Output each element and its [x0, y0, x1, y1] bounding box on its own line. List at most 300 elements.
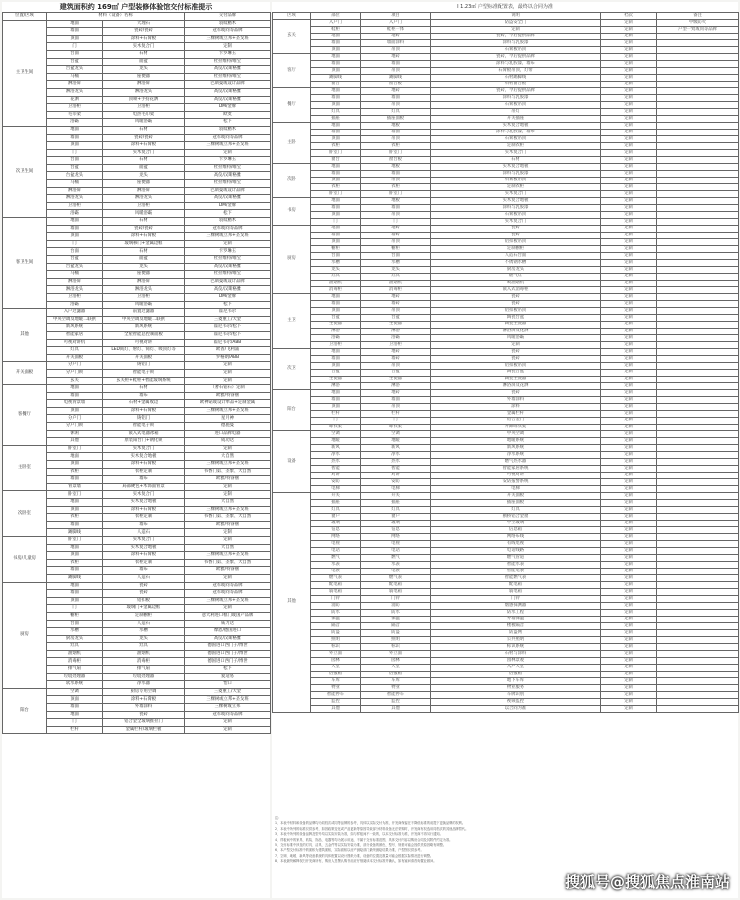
- right-cell: 定制: [601, 541, 657, 548]
- left-cell: 三棵树或立邦+圣戈班: [185, 552, 271, 560]
- left-cell: 座便器: [103, 180, 185, 188]
- right-cell: 以合同为准: [431, 705, 601, 712]
- right-cell: 陶瓷坐便器: [431, 321, 601, 328]
- header-grade: 档次: [601, 13, 657, 20]
- right-cell: 定制: [601, 273, 657, 280]
- left-cell: 墙面: [47, 590, 103, 598]
- right-table-row: [273, 554, 739, 561]
- left-cell: 卫浴柜: [103, 202, 185, 210]
- right-cell: [657, 54, 739, 61]
- right-cell: 智能: [361, 465, 431, 472]
- left-cell: 大理石: [103, 20, 185, 28]
- right-cell: 晾衣架: [361, 424, 431, 431]
- right-table-row: [273, 47, 739, 54]
- right-cell: 窗台: [311, 157, 361, 164]
- right-table-row: [273, 232, 739, 239]
- right-cell: [657, 637, 739, 644]
- left-cell: 定制: [185, 362, 271, 370]
- left-cell: 杜拉维特/唯宝: [185, 256, 271, 264]
- right-table-row: [273, 527, 739, 534]
- right-cell: 瓷砖，今后提供品牌: [431, 33, 601, 40]
- left-cell: 台盆: [47, 256, 103, 264]
- right-cell: [657, 383, 739, 390]
- right-cell: 墙面: [361, 170, 431, 177]
- left-cell: 卫浴柜: [103, 104, 185, 112]
- right-cell: 燃气灶: [431, 273, 601, 280]
- left-cell: 软水系统: [47, 681, 103, 689]
- left-cell: 顶面: [47, 142, 103, 150]
- right-cell: 顶面: [311, 362, 361, 369]
- right-table-row: [273, 575, 739, 582]
- left-cell: 门: [47, 240, 103, 248]
- right-cell: 热水: [311, 458, 361, 465]
- right-cell: 涂料与乳胶漆: [431, 95, 601, 102]
- left-cell: 衣柜定制: [103, 468, 185, 476]
- right-cell: 监控: [311, 698, 361, 705]
- right-cell: [657, 150, 739, 157]
- right-cell: 保温: [361, 616, 431, 623]
- left-cell: 石材: [103, 50, 185, 58]
- right-cell: [657, 575, 739, 582]
- right-cell: 定制: [601, 335, 657, 342]
- right-cell: 配电箱: [431, 582, 601, 589]
- right-cell: [657, 301, 739, 308]
- right-table-row: [273, 150, 739, 157]
- right-cell: 顶面: [311, 403, 361, 410]
- right-cell: 物业服务: [431, 685, 601, 692]
- right-cell: 地暖系统: [431, 438, 601, 445]
- left-cell: 橱柜: [47, 612, 103, 620]
- right-table-row: [273, 541, 739, 548]
- left-cell: 定制: [185, 536, 271, 544]
- left-cell: 高仪/汉斯格雅: [185, 172, 271, 180]
- right-cell: 墙砖: [361, 232, 431, 239]
- right-cell: 防盗: [311, 630, 361, 637]
- right-cell: 监控: [361, 698, 431, 705]
- right-cell: [657, 376, 739, 383]
- left-cell: 顶面: [47, 696, 103, 704]
- right-cell: 定制: [601, 554, 657, 561]
- right-cell: 对讲: [361, 472, 431, 479]
- right-cell: [657, 342, 739, 349]
- right-cell: 卧室门: [361, 191, 431, 198]
- left-cell: 外墙涂料: [103, 704, 185, 712]
- right-cell: 车库: [361, 678, 431, 685]
- right-cell: 大堂: [361, 664, 431, 671]
- right-cell: 电话: [311, 548, 361, 555]
- left-cell: 德国进口西门子/博世: [185, 658, 271, 666]
- right-cell: 定制: [601, 383, 657, 390]
- right-cell: [657, 568, 739, 575]
- right-cell: 外立面: [311, 650, 361, 657]
- left-cell: 台面: [47, 50, 103, 58]
- right-cell: 铝扣板吊顶: [431, 239, 601, 246]
- left-cell: 淋浴屏: [103, 187, 185, 195]
- left-cell: 欧雅/特睿丽: [185, 476, 271, 484]
- right-cell: 瓷砖: [431, 225, 601, 232]
- right-spec-sheet: [272, 2, 738, 898]
- left-cell: 新风系统: [103, 324, 185, 332]
- left-cell: 休闲: [47, 430, 103, 438]
- right-cell: 定制: [601, 26, 657, 33]
- left-table-row: [3, 536, 271, 544]
- note-line: 2、本表中所列的标准仅供参考，如因政策变化或产品更新等原因导致部分材料设备无法采购时，开发商有权选用同档次的其他品牌替代。: [275, 826, 469, 831]
- header-brand: 交付品牌: [185, 13, 271, 21]
- right-cell: 园林: [311, 657, 361, 664]
- right-cell: 水表: [361, 561, 431, 568]
- left-cell: 淋浴龙头: [103, 286, 185, 294]
- right-cell: 地暖: [311, 438, 361, 445]
- right-cell: 定制: [601, 685, 657, 692]
- left-cell: 厨房专用空调: [103, 688, 185, 696]
- left-cell: 实木复合门: [103, 445, 185, 453]
- right-cell: 其他: [311, 705, 361, 712]
- right-cell: 瓷砖: [431, 390, 601, 397]
- right-cell: 定制: [601, 520, 657, 527]
- left-cell: 顶面: [47, 233, 103, 241]
- right-cell: 地面: [311, 54, 361, 61]
- right-cell: 石膏板吊顶: [431, 47, 601, 54]
- left-cell: 铸铝门: [103, 362, 185, 370]
- right-cell: [657, 513, 739, 520]
- right-cell: [657, 479, 739, 486]
- right-cell: 隔音: [361, 623, 431, 630]
- right-cell: [657, 465, 739, 472]
- left-cell: 松下: [185, 119, 271, 127]
- right-cell: 车库: [311, 678, 361, 685]
- right-cell: 定制: [601, 644, 657, 651]
- left-cell: 实木复合门: [103, 491, 185, 499]
- left-cell: 踢脚线: [47, 574, 103, 582]
- left-cell: 门: [47, 719, 103, 727]
- left-cell: 地面: [47, 385, 103, 393]
- left-cell: 座便器: [103, 73, 185, 81]
- right-cell: [657, 623, 739, 630]
- right-group-cell: 客厅: [273, 54, 311, 88]
- right-cell: 人造石台面: [431, 253, 601, 260]
- right-cell: 定制: [601, 479, 657, 486]
- right-cell: 消防: [361, 602, 431, 609]
- left-cell: 定制: [185, 377, 271, 385]
- right-cell: [657, 664, 739, 671]
- right-cell: 台面: [311, 253, 361, 260]
- right-cell: [657, 191, 739, 198]
- right-cell: [657, 486, 739, 493]
- header-remark: 备注: [657, 13, 739, 20]
- right-cell: 物业: [361, 685, 431, 692]
- right-cell: 定制: [431, 342, 601, 349]
- right-cell: 玻璃: [311, 520, 361, 527]
- right-cell: [657, 136, 739, 143]
- right-cell: 定制: [601, 163, 657, 170]
- right-cell: 定制: [601, 678, 657, 685]
- right-table-row: [273, 349, 739, 356]
- right-cell: 甲级防火: [657, 19, 739, 26]
- left-group-cell: 书房/儿童房: [3, 536, 47, 582]
- right-cell: 智能停车: [361, 692, 431, 699]
- header-desc: 说明: [431, 13, 601, 20]
- right-cell: 石膏板吊顶: [431, 211, 601, 218]
- right-cell: 墙面涂料: [361, 40, 431, 47]
- right-group-cell: 书房: [273, 198, 311, 225]
- right-cell: 栏杆: [361, 410, 431, 417]
- left-cell: 定制: [185, 483, 271, 491]
- left-group-cell: 次卫生间: [3, 126, 47, 217]
- left-cell: 瓷砖/瓷砖: [103, 225, 185, 233]
- left-cell: 定制: [185, 574, 271, 582]
- right-table-row: [273, 287, 739, 294]
- right-cell: [657, 582, 739, 589]
- left-cell: 面盆: [103, 256, 185, 264]
- right-table-row: [273, 321, 739, 328]
- right-cell: 台盆: [311, 369, 361, 376]
- left-cell: 顶面: [47, 552, 103, 560]
- right-cell: 定制: [601, 410, 657, 417]
- right-cell: [657, 500, 739, 507]
- left-cell: 实木复合地板: [103, 544, 185, 552]
- left-cell: 欧普/飞利浦: [185, 347, 271, 355]
- left-cell: 石材+金属收边: [103, 400, 185, 408]
- right-table-row: [273, 493, 739, 500]
- right-cell: 视频监控: [431, 698, 601, 705]
- right-cell: [657, 410, 739, 417]
- right-cell: 定制: [601, 582, 657, 589]
- right-cell: 入户门: [361, 19, 431, 26]
- right-cell: 吊顶: [361, 136, 431, 143]
- right-cell: [657, 205, 739, 212]
- right-cell: 电表: [311, 568, 361, 575]
- right-cell: 涂料与乳胶漆，墙布: [431, 129, 601, 136]
- right-cell: 插座: [361, 500, 431, 507]
- right-cell: 定制: [601, 150, 657, 157]
- right-cell: 信息: [311, 527, 361, 534]
- right-cell: 定制: [601, 102, 657, 109]
- right-table-row: [273, 211, 739, 218]
- right-cell: 墙面: [311, 61, 361, 68]
- right-cell: [657, 362, 739, 369]
- left-cell: 墙布: [103, 567, 185, 575]
- left-cell: 门: [47, 605, 103, 613]
- right-cell: 定制: [601, 623, 657, 630]
- left-cell: 三棵树或立邦+圣戈班: [185, 461, 271, 469]
- left-cell: 玄关: [47, 377, 103, 385]
- right-cell: 衣柜: [361, 143, 431, 150]
- right-cell: 瓷砖: [431, 349, 601, 356]
- left-cell: 墙面: [47, 225, 103, 233]
- right-cell: 吊顶: [361, 211, 431, 218]
- right-table-row: [273, 109, 739, 116]
- right-cell: 吊顶: [361, 102, 431, 109]
- right-cell: 石材踢脚线: [431, 74, 601, 81]
- right-cell: 定制: [601, 177, 657, 184]
- right-cell: 定制: [601, 253, 657, 260]
- left-cell: 冠军或同等品牌: [185, 225, 271, 233]
- right-cell: 卧室门: [361, 150, 431, 157]
- right-cell: 有线电视: [431, 541, 601, 548]
- right-cell: 燃气: [311, 554, 361, 561]
- left-cell: 意大利进口框门或国产品牌: [185, 612, 271, 620]
- right-cell: [657, 541, 739, 548]
- right-cell: 涂料: [431, 403, 601, 410]
- right-table-row: [273, 157, 739, 164]
- right-cell: 新风: [311, 445, 361, 452]
- left-cell: 分户门锁: [47, 423, 103, 431]
- left-cell: 智能电子锁: [103, 369, 185, 377]
- left-cell: 衣柜: [47, 514, 103, 522]
- right-table-row: [273, 513, 739, 520]
- right-cell: 地板: [361, 122, 431, 129]
- left-cell: 卧室门: [47, 445, 103, 453]
- left-cell: 中央空调及地暖二联供: [47, 316, 103, 324]
- note-line: 1、本表中材料和设备的品牌均为同档次或同等品牌的参考，具体以实际交付为准，开发商保留在不降低标准的前提下更换品牌的权利。: [275, 821, 466, 826]
- right-cell: 淋浴: [311, 328, 361, 335]
- right-table-row: [273, 136, 739, 143]
- left-cell: 台盆龙头: [47, 66, 103, 74]
- left-cell: 智能家居: [47, 331, 103, 339]
- right-cell: 定制: [601, 486, 657, 493]
- right-cell: 安防: [361, 479, 431, 486]
- right-cell: 弱电箱: [311, 589, 361, 596]
- left-cell: 入户过滤器: [47, 309, 103, 317]
- right-cell: 定制: [601, 307, 657, 314]
- right-table-row: [273, 362, 739, 369]
- right-cell: [657, 95, 739, 102]
- left-cell: 地面: [47, 499, 103, 507]
- right-cell: 门: [361, 218, 431, 225]
- left-cell: 大自然: [185, 499, 271, 507]
- left-table-row: [3, 491, 271, 499]
- left-cell: 铝扣板: [103, 597, 185, 605]
- right-cell: 龙头: [311, 266, 361, 273]
- right-cell: 吊顶: [361, 47, 431, 54]
- right-cell: 坐便器: [361, 321, 431, 328]
- right-cell: [657, 527, 739, 534]
- left-cell: 高仪/汉斯格雅: [185, 66, 271, 74]
- right-cell: [657, 225, 739, 232]
- right-cell: 信报箱: [311, 671, 361, 678]
- right-cell: [657, 369, 739, 376]
- right-cell: 防盗: [361, 630, 431, 637]
- right-cell: 涂料与乳胶漆，墙布: [431, 61, 601, 68]
- left-cell: 排气扇: [47, 666, 103, 674]
- left-cell: 分户门: [47, 362, 103, 370]
- left-cell: 人造石: [103, 574, 185, 582]
- left-cell: 涂料+石膏板: [103, 233, 185, 241]
- left-cell: 风暖浴霸: [103, 119, 185, 127]
- left-cell: 卡罗琳玉: [185, 248, 271, 256]
- left-cell: 涂料+石膏板: [103, 461, 185, 469]
- right-cell: 实木复合地板: [431, 198, 601, 205]
- right-table-row: [273, 616, 739, 623]
- right-cell: 吊灯: [431, 109, 601, 116]
- right-cell: 配电箱: [311, 582, 361, 589]
- right-table-row: [273, 273, 739, 280]
- right-cell: 定制: [601, 527, 657, 534]
- right-table-row: [273, 205, 739, 212]
- left-cell: 金属栏杆/玻璃栏板: [103, 726, 185, 734]
- right-cell: 墙面: [361, 129, 431, 136]
- right-cell: 陶瓷台盆: [431, 314, 601, 321]
- right-table-row: [273, 472, 739, 479]
- right-cell: 吊顶: [361, 362, 431, 369]
- left-table-row: [3, 688, 271, 696]
- left-cell: 瓷砖: [103, 582, 185, 590]
- left-cell: 欧雅/特睿丽: [185, 392, 271, 400]
- left-cell: 三菱重工/大金: [185, 316, 271, 324]
- right-table-row: [273, 246, 739, 253]
- right-cell: 燃气表: [311, 575, 361, 582]
- left-cell: 涂料+石膏板: [103, 407, 185, 415]
- right-table-row: [273, 644, 739, 651]
- left-cell: 毛巾架: [47, 111, 103, 119]
- note-line: 注：: [275, 816, 282, 820]
- left-cell: 可视对讲: [103, 339, 185, 347]
- left-cell: 花洒: [47, 96, 103, 104]
- right-cell: 瓷砖: [431, 294, 601, 301]
- left-cell: 墙布: [103, 521, 185, 529]
- left-cell: 电视背景墙: [47, 400, 103, 408]
- right-cell: 入户大堂: [431, 664, 601, 671]
- right-cell: 实木复合门: [431, 218, 601, 225]
- right-cell: 空调: [311, 431, 361, 438]
- right-cell: 地砖: [361, 88, 431, 95]
- left-cell: 实木复合门: [103, 536, 185, 544]
- left-cell: 三棵树或立邦+圣戈班: [185, 35, 271, 43]
- right-cell: 油烟机: [361, 280, 431, 287]
- right-table-row: [273, 520, 739, 527]
- right-cell: 定制: [601, 328, 657, 335]
- right-cell: 定制: [601, 548, 657, 555]
- right-cell: 定制: [601, 417, 657, 424]
- right-cell: 地下车库: [431, 678, 601, 685]
- right-cell: 卧室门: [311, 191, 361, 198]
- left-cell: 成功达: [185, 438, 271, 446]
- right-cell: 智能家居系统: [431, 465, 601, 472]
- right-cell: 电梯: [361, 486, 431, 493]
- left-cell: 书香门第、圣象、大自然: [185, 559, 271, 567]
- right-cell: 窗户: [361, 513, 431, 520]
- right-spec-table: [272, 12, 739, 713]
- right-cell: 隔音: [311, 623, 361, 630]
- right-table-row: [273, 26, 739, 33]
- right-cell: 弱电箱: [361, 589, 431, 596]
- left-cell: 石材: [103, 248, 185, 256]
- right-cell: 墙面: [311, 129, 361, 136]
- right-cell: 水槽: [311, 259, 361, 266]
- left-cell: 瓷砖: [103, 711, 185, 719]
- right-cell: 升降晾衣架: [431, 424, 601, 431]
- right-cell: 铝扣板吊顶: [431, 362, 601, 369]
- left-cell: 墙面: [47, 476, 103, 484]
- left-cell: 石材: [103, 218, 185, 226]
- left-cell: 德施曼: [185, 423, 271, 431]
- right-cell: 地砖: [361, 294, 431, 301]
- right-cell: 吊顶: [361, 177, 431, 184]
- right-cell: 浴霸: [311, 335, 361, 342]
- left-cell: 瓷砖/瓷砖: [103, 28, 185, 36]
- right-group-cell: 餐厅: [273, 88, 311, 122]
- right-table-row: [273, 184, 739, 191]
- right-cell: 涂料与乳胶漆: [431, 170, 601, 177]
- right-cell: 开关: [311, 493, 361, 500]
- left-group-cell: 厨房: [3, 582, 47, 688]
- left-cell: 衣柜: [47, 559, 103, 567]
- left-cell: 油烟机: [47, 650, 103, 658]
- left-cell: 地面: [47, 453, 103, 461]
- right-table-row: [273, 637, 739, 644]
- right-cell: [657, 616, 739, 623]
- left-cell: 风暖浴霸: [103, 301, 185, 309]
